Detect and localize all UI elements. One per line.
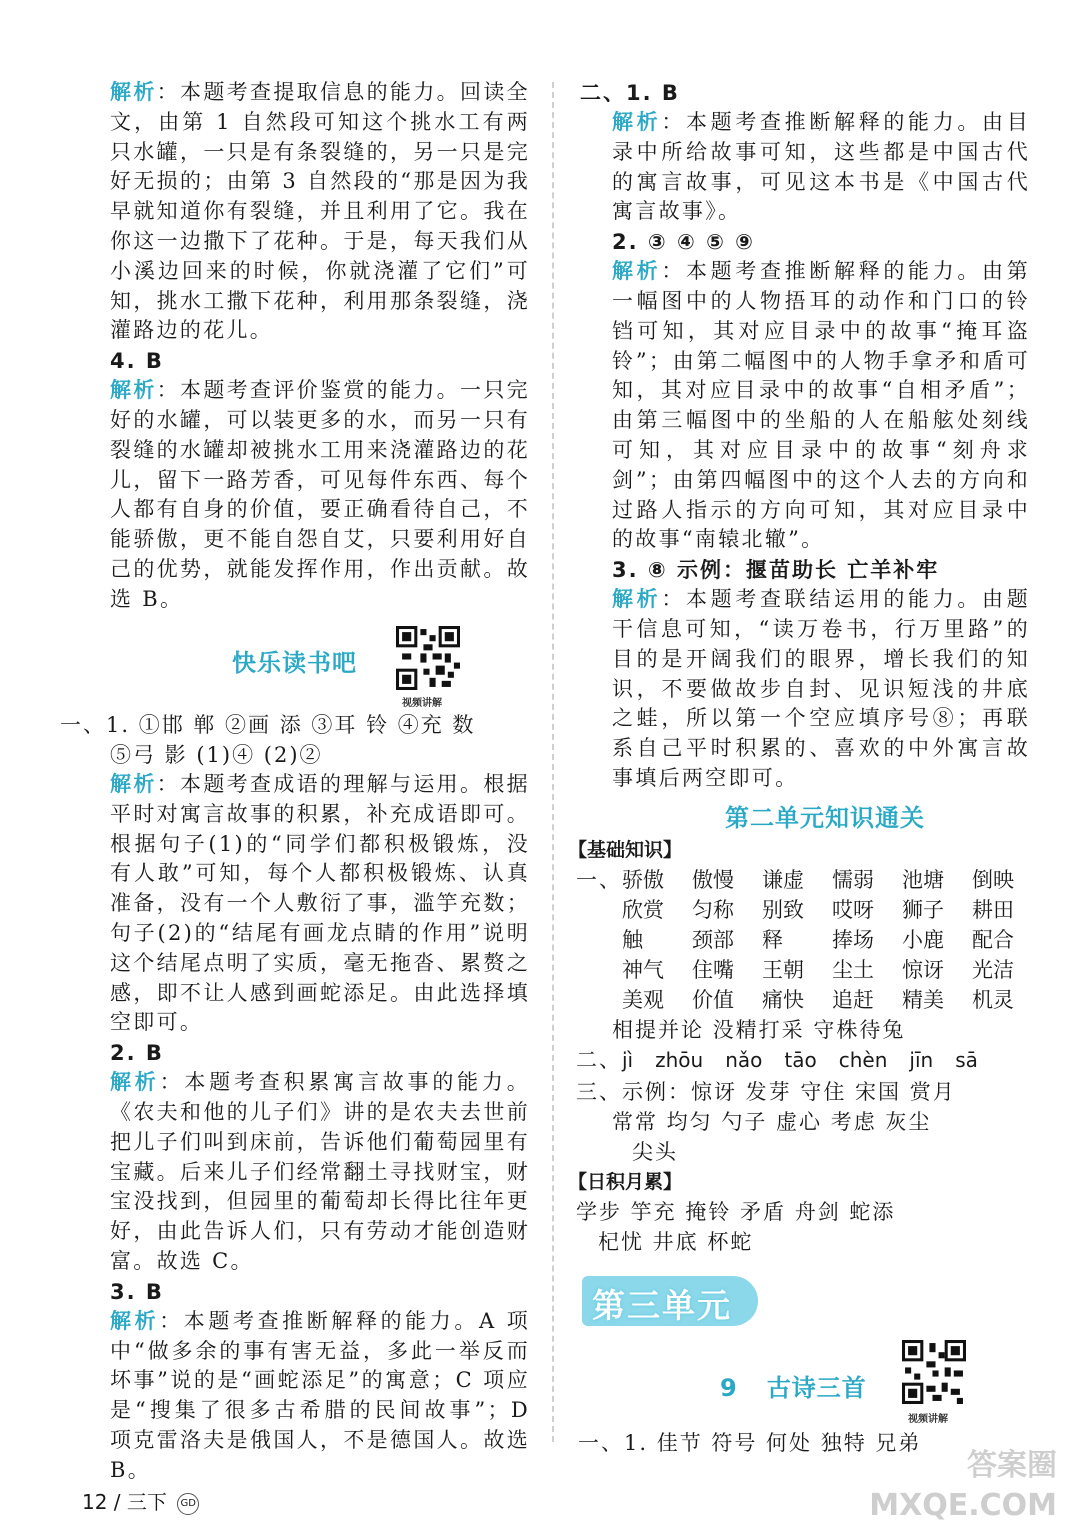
answer-q3: 3. B bbox=[110, 1279, 164, 1304]
pinyin-item: jì bbox=[622, 1047, 634, 1072]
answer-q3: 3. ⑧ 示例：揠苗助长 亡羊补牢 bbox=[612, 558, 940, 583]
analysis-tag: 解析 bbox=[110, 80, 157, 104]
pinyin-item: jīn bbox=[909, 1047, 934, 1072]
section-header bbox=[110, 615, 530, 695]
vocab-word: 捧场 bbox=[832, 927, 874, 952]
answer-q3-words-cont: 常常 均匀 勺子 虚心 考虑 灰尘 bbox=[612, 1109, 932, 1134]
vocab-word: 王朝 bbox=[762, 957, 804, 982]
vocab-word: 懦弱 bbox=[832, 867, 874, 892]
vocab-word: 倒映 bbox=[972, 867, 1014, 892]
analysis-paragraph: 解析：本题考查推断解释的能力。由第一幅图中的人物捂耳的动作和门口的铃铛可知，其对应目录中的故事“掩耳盗铃”；由第二幅图中的人物手拿矛和盾可知，其对应目录中的故事“自相矛盾”；由第三幅图中的坐船的人在船舷处刻线可知，其对应目录中的故事“刻舟求剑”；由第四幅图中的这个人去的方向和过路人指示的方向可知，其对应目录中的故事“南辕北辙”。 bbox=[612, 259, 1030, 552]
analysis-paragraph: 解析：本题考查积累寓言故事的能力。《农夫和他的儿子们》讲的是农夫去世前把儿子们叫到床前，告诉他们葡萄园里有宝藏。后来儿子们经常翻土寻找财宝，财宝没找到，但园里的葡萄却长得比往年更好，由此告诉人们，只有劳动才能创造财富。故选 C。 bbox=[110, 1070, 530, 1273]
vocab-word: 光洁 bbox=[972, 957, 1014, 982]
word-grid bbox=[622, 865, 1042, 1015]
vocab-word: 精美 bbox=[902, 987, 944, 1012]
section-title: 第二单元知识通关 bbox=[725, 803, 925, 832]
vocab-word: 池塘 bbox=[902, 867, 944, 892]
vocab-word: 痛快 bbox=[762, 987, 804, 1012]
vocab-word: 颈部 bbox=[692, 927, 734, 952]
analysis-tag: 解析 bbox=[612, 587, 662, 612]
analysis-paragraph: 解析：本题考查成语的理解与运用。根据平时对寓言故事的积累，补充成语即可。根据句子(1)的“同学们都积极锻炼，没有人敢”可知，每个人都积极锻炼、认真准备，没有一个人敷衍了事，滥竽充数；句子(2)的“结尾有画龙点睛的作用”说明这个结尾点明了实质，毫无拖沓、累赘之感，即不让人感到画蛇添足。由此选择填空即可。 bbox=[110, 772, 530, 1035]
analysis-tag: 解析 bbox=[612, 110, 662, 134]
vocab-word: 机灵 bbox=[972, 987, 1014, 1012]
page-footer bbox=[82, 1486, 199, 1515]
lesson-number: 9 bbox=[720, 1374, 738, 1402]
pinyin-row bbox=[576, 1045, 1030, 1077]
analysis-paragraph: 解析：本题考查提取信息的能力。回读全文，由第 1 自然段可知这个挑水工有两只水罐，一只是有条裂缝的，另一只是完好无损的；由第 3 自然段的“那是因为我早就知道你有裂缝，并且利用了它。我在你这一边撒下了花种。于是，每天我们从小溪边回来的时候，你就浇灌了它们”可知，挑水工撒下花种，利用那条裂缝，浇灌路边的花儿。 bbox=[110, 80, 530, 343]
edition-badge: GD bbox=[177, 1493, 199, 1515]
analysis-tag: 解析 bbox=[110, 1308, 160, 1333]
unit-title: 第三单元 bbox=[592, 1286, 732, 1325]
section-title: 快乐读书吧 bbox=[232, 648, 357, 677]
analysis-paragraph: 解析：本题考查联结运用的能力。由题干信息可知，“读万卷书，行万里路”的目的是开阔我们的眼界，增长我们的知识，不要做故步自封、见识短浅的井底之蛙，所以第一个空应填序号⑧；再联系自己平时积累的、喜欢的中外寓言故事填后两空即可。 bbox=[612, 587, 1030, 790]
vocab-word: 耕田 bbox=[972, 897, 1014, 922]
left-column bbox=[110, 78, 530, 695]
answer-q1: 一、1. ①邯 郸 ②画 添 ③耳 铃 ④充 数 bbox=[60, 713, 476, 737]
vocab-word: 惊讶 bbox=[902, 957, 944, 982]
analysis-tag: 解析 bbox=[110, 1070, 160, 1095]
vocab-word: 尘土 bbox=[832, 957, 874, 982]
vocab-word: 哎呀 bbox=[832, 897, 874, 922]
lesson-header bbox=[720, 1368, 867, 1403]
page-number: 12 / 三下 bbox=[82, 1490, 167, 1514]
answer-q1: 二、1. B bbox=[580, 81, 680, 105]
lesson-title: 古诗三首 bbox=[766, 1374, 867, 1402]
analysis-tag: 解析 bbox=[110, 378, 157, 403]
watermark: 答案圈 MXQE.COM bbox=[869, 1448, 1057, 1523]
analysis-paragraph: 解析：本题考查评价鉴赏的能力。一只完好的水罐，可以装更多的水，而另一只有裂缝的水罐却被挑水工用来浇灌路边的花儿，留下一路芳香，可见每件东西、每个人都有自身的价值，要正确看待自己，不能骄傲，更不能自怨自艾，只要利用好自己的优势，就能发挥作用，作出贡献。故选 B。 bbox=[110, 378, 530, 611]
pinyin-lead: 二、 bbox=[576, 1047, 622, 1072]
vocab-word: 追赶 bbox=[832, 987, 874, 1012]
subsection-daily: 【日积月累】 bbox=[568, 1170, 683, 1193]
answer-lesson9-q1: 一、1. 佳节 符号 何处 独特 兄弟 bbox=[578, 1431, 922, 1455]
vocab-word: 配合 bbox=[972, 927, 1014, 952]
answer-q1-cont: ⑤弓 影 (1)④ (2)② bbox=[110, 743, 323, 767]
idiom-line: 相提并论 没精打采 守株待兔 bbox=[612, 1017, 906, 1042]
qr-label: 视频讲解 bbox=[908, 1414, 948, 1425]
pinyin-item: tāo bbox=[784, 1047, 817, 1072]
right-column bbox=[568, 78, 1030, 1257]
vocab-word: 骄傲 bbox=[622, 867, 664, 892]
vocab-word: 小鹿 bbox=[902, 927, 944, 952]
vocab-word: 触 bbox=[622, 927, 643, 952]
answer-q3-words: 三、示例：惊讶 发芽 守住 宋国 赏月 bbox=[576, 1079, 956, 1104]
answer-q4: 4. B bbox=[110, 349, 164, 374]
vocab-word: 美观 bbox=[622, 987, 664, 1012]
pinyin-item: sā bbox=[955, 1047, 978, 1072]
vocab-word: 谦虚 bbox=[762, 867, 804, 892]
answer-q2: 2. ③ ④ ⑤ ⑨ bbox=[612, 230, 755, 255]
column-divider bbox=[552, 82, 554, 1442]
qr-label: 视频讲解 bbox=[402, 698, 442, 709]
qr-code-icon[interactable] bbox=[396, 626, 460, 690]
answer-q3-words-cont2: 尖头 bbox=[632, 1139, 678, 1164]
vocab-word: 释 bbox=[762, 927, 783, 952]
answer-q2: 2. B bbox=[110, 1041, 164, 1066]
analysis-tag: 解析 bbox=[612, 259, 662, 284]
vocab-word: 住嘴 bbox=[692, 957, 734, 982]
vocab-word: 别致 bbox=[762, 897, 804, 922]
vocab-word: 价值 bbox=[692, 987, 734, 1012]
pinyin-item: zhōu bbox=[655, 1047, 704, 1072]
subsection-basic: 【基础知识】 bbox=[568, 838, 683, 861]
pinyin-item: chèn bbox=[838, 1047, 888, 1072]
daily-line1: 学步 竽充 掩铃 矛盾 舟剑 蛇添 bbox=[576, 1199, 896, 1224]
left-column-lower bbox=[60, 710, 530, 1486]
analysis-paragraph: 解析：本题考查推断解释的能力。由目录中所给故事可知，这些都是中国古代的寓言故事，可见这本书是《中国古代寓言故事》。 bbox=[612, 110, 1030, 224]
pinyin-item: nǎo bbox=[725, 1047, 763, 1072]
vocab-word: 狮子 bbox=[902, 897, 944, 922]
vocab-word: 傲慢 bbox=[692, 867, 734, 892]
vocab-word: 神气 bbox=[622, 957, 664, 982]
qr-code-icon[interactable] bbox=[902, 1340, 966, 1404]
words-lead: 一、 bbox=[576, 867, 622, 892]
daily-line2: 杞忧 井底 杯蛇 bbox=[598, 1229, 754, 1254]
vocab-word: 匀称 bbox=[692, 897, 734, 922]
vocab-word: 欣赏 bbox=[622, 897, 664, 922]
analysis-paragraph: 解析：本题考查推断解释的能力。A 项中“做多余的事有害无益，多此一举反而坏事”说的是“画蛇添足”的寓意；C 项应是“搜集了很多古希腊的民间故事”；D 项克雷洛夫是俄国人，不是德国人。故选 B。 bbox=[110, 1308, 530, 1482]
analysis-tag: 解析 bbox=[110, 772, 157, 796]
